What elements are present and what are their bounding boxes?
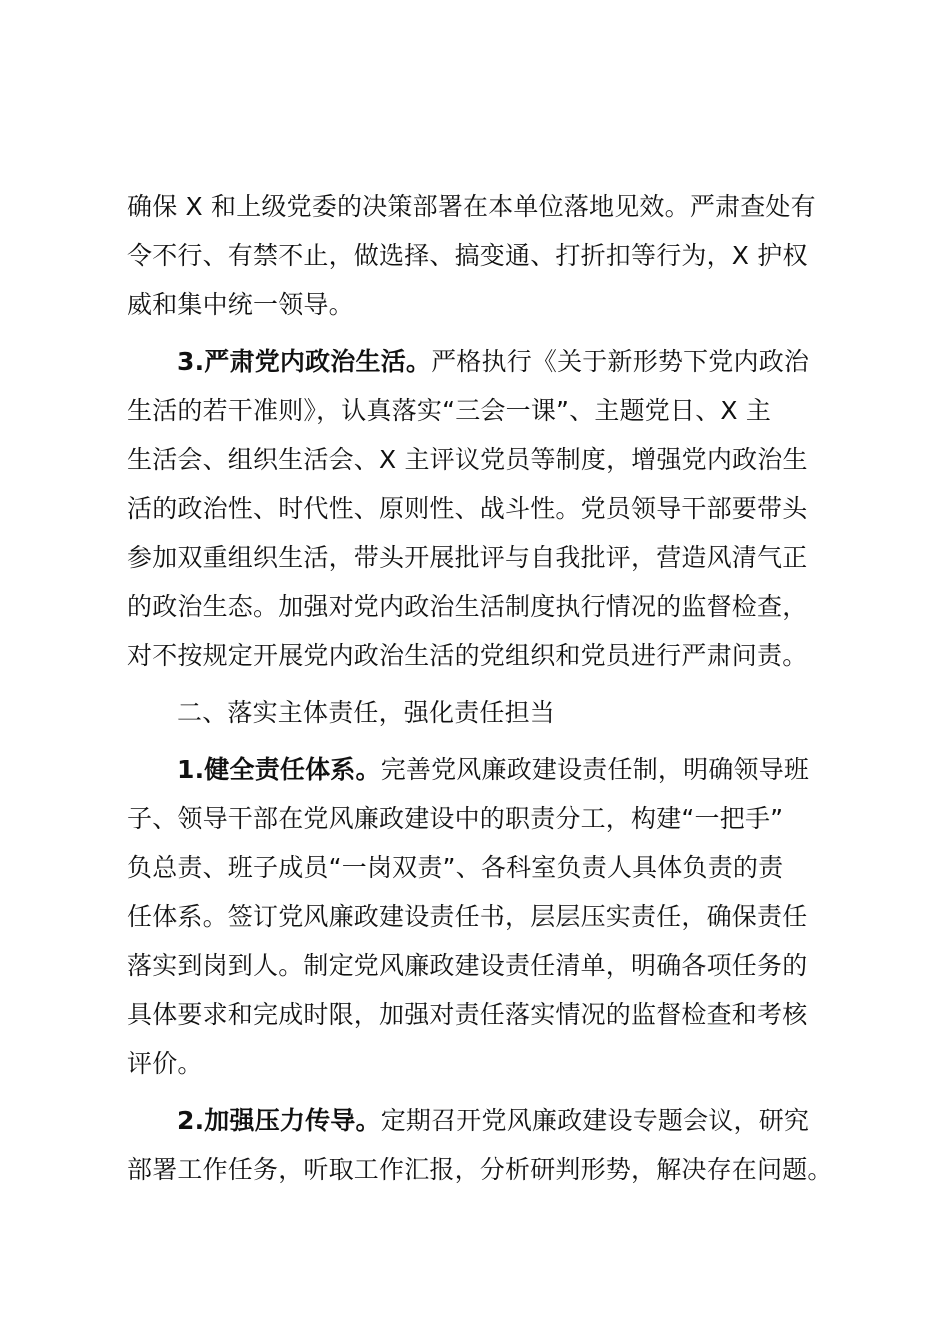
line-text: 令不行、有禁不止，做选择、搞变通、打折扣等行为，X 护权	[127, 241, 808, 270]
line-text: 威和集中统一领导。	[127, 290, 354, 319]
chapter-heading-line	[127, 688, 843, 737]
line-text: 负总责、班子成员“一岗双责”、各科室负责人具体负责的责	[127, 853, 784, 882]
body-line	[127, 280, 843, 329]
section-heading: 3.严肃党内政治生活。	[177, 347, 432, 376]
line-text: 任体系。签订党风廉政建设责任书，层层压实责任，确保责任	[127, 902, 808, 931]
section-heading-line	[127, 1096, 843, 1145]
line-text: 生活会、组织生活会、X 主评议党员等制度，增强党内政治生	[127, 445, 808, 474]
body-line	[127, 631, 843, 680]
body-line	[127, 533, 843, 582]
body-line	[127, 843, 843, 892]
section-heading-line	[127, 337, 843, 386]
body-line	[127, 582, 843, 631]
body-line	[127, 435, 843, 484]
line-text: 子、领导干部在党风廉政建设中的职责分工，构建“一把手”	[127, 804, 784, 833]
line-text: 生活的若干准则》，认真落实“三会一课”、主题党日、X 主	[127, 396, 772, 425]
line-text: 确保 X 和上级党委的决策部署在本单位落地见效。严肃查处有	[127, 192, 816, 221]
body-line	[127, 484, 843, 533]
chapter-heading: 二、落实主体责任，强化责任担当	[177, 698, 556, 727]
section-heading: 2.加强压力传导。	[177, 1106, 381, 1135]
line-text: 定期召开党风廉政建设专题会议，研究	[380, 1106, 810, 1135]
document-body	[127, 182, 843, 1194]
body-line	[127, 941, 843, 990]
section-heading-line	[127, 745, 843, 794]
body-line	[127, 231, 843, 280]
body-line	[127, 990, 843, 1039]
body-line	[127, 1145, 843, 1194]
line-text: 评价。	[127, 1049, 203, 1078]
line-text: 活的政治性、时代性、原则性、战斗性。党员领导干部要带头	[127, 494, 808, 523]
body-line	[127, 182, 843, 231]
section-heading: 1.健全责任体系。	[177, 755, 381, 784]
line-text: 的政治生态。加强对党内政治生活制度执行情况的监督检查，	[127, 592, 808, 621]
body-line	[127, 386, 843, 435]
body-line	[127, 794, 843, 843]
line-text: 完善党风廉政建设责任制，明确领导班	[380, 755, 810, 784]
line-text: 参加双重组织生活，带头开展批评与自我批评，营造风清气正	[127, 543, 808, 572]
line-text: 部署工作任务，听取工作汇报，分析研判形势，解决存在问题。	[127, 1155, 833, 1184]
line-text: 严格执行《关于新形势下党内政治	[431, 347, 810, 376]
body-line	[127, 1039, 843, 1088]
line-text: 具体要求和完成时限，加强对责任落实情况的监督检查和考核	[127, 1000, 808, 1029]
line-text: 对不按规定开展党内政治生活的党组织和党员进行严肃问责。	[127, 641, 808, 670]
body-line	[127, 892, 843, 941]
line-text: 落实到岗到人。制定党风廉政建设责任清单，明确各项任务的	[127, 951, 808, 980]
